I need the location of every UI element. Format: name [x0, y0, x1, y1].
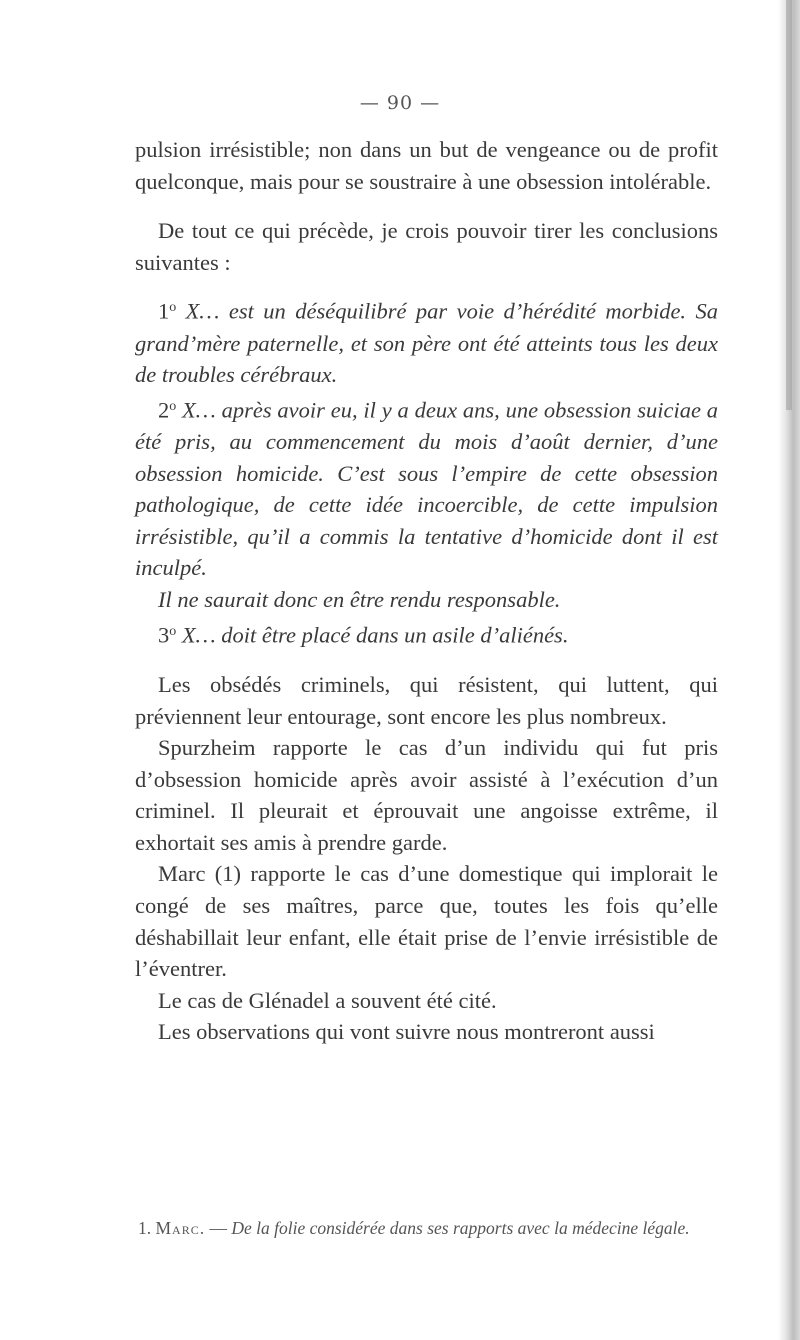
paragraph-continuation: pulsion irrésistible; non dans un but de vengeance ou de profit quelconque, mais pour se soustraire à une obsession intolérable.: [135, 137, 718, 194]
page-number: — 90 —: [359, 92, 441, 114]
footnote-dash: —: [205, 1218, 232, 1238]
conclusion-2: [135, 391, 718, 584]
footnote: [135, 1217, 735, 1240]
conclusion-2-number: 2: [158, 397, 170, 423]
footnote-number: 1.: [138, 1218, 152, 1238]
conclusion-2-text: X… après avoir eu, il y a deux ans, une obsession suiciae a été pris, au commencement du mois d’août dernier, d’une obsession homicide. C’est sous l’empire de cette obsession pathologique, de cette idée incoercible, de cette impulsion irrésistible, qu’il a commis la tentative d’homicide dont il est inculpé.: [135, 397, 718, 581]
footnote-title: De la folie considérée dans ses rapports avec la médecine légale.: [231, 1218, 690, 1238]
paragraph-obsedes: Les obsédés criminels, qui résistent, qui luttent, qui préviennent leur entourage, sont encore les plus nombreux.: [135, 671, 718, 729]
conclusion-1-number: 1: [158, 299, 170, 325]
paragraph-spurzheim: Spurzheim rapporte le cas d’un individu qui fut pris d’obsession homicide après avoir assisté à l’exécution d’un criminel. Il pleurait et éprouvait une angoisse extrême, il exhortait ses amis à prendre garde.: [135, 735, 718, 855]
paragraph-observations: Les observations qui vont suivre nous montreront aussi: [158, 1019, 655, 1045]
conclusion-1-degree: o: [169, 300, 177, 316]
conclusion-3-degree: o: [169, 623, 177, 639]
conclusion-3: [135, 616, 718, 651]
page-edge-dark-band: [786, 0, 792, 410]
conclusion-3-number: 3: [158, 622, 170, 648]
footnote-author: Marc.: [155, 1218, 206, 1238]
paragraph-glenadel: Le cas de Glénadel a souvent été cité.: [158, 987, 497, 1013]
conclusion-2-degree: o: [169, 398, 177, 414]
conclusion-2-consequence: Il ne saurait donc en être rendu responsable.: [158, 587, 561, 613]
paragraph-conclusions-intro: De tout ce qui précède, je crois pouvoir tirer les conclusions suivantes :: [135, 218, 718, 275]
conclusion-1: [135, 292, 718, 390]
main-text: [135, 134, 718, 1048]
paragraph-marc: Marc (1) rapporte le cas d’une domestique qui implorait le congé de ses maîtres, parce que, toutes les fois qu’elle déshabillait leur enfant, elle était prise de l’envie irrésistible de l’éventrer.: [135, 861, 718, 982]
conclusion-1-text: X… est un déséquilibré par voie d’hérédité morbide. Sa grand’mère paternelle, et son père ont été atteints tous les deux de troubles cérébraux.: [135, 299, 718, 388]
conclusion-3-text: X… doit être placé dans un asile d’aliénés.: [176, 622, 569, 648]
